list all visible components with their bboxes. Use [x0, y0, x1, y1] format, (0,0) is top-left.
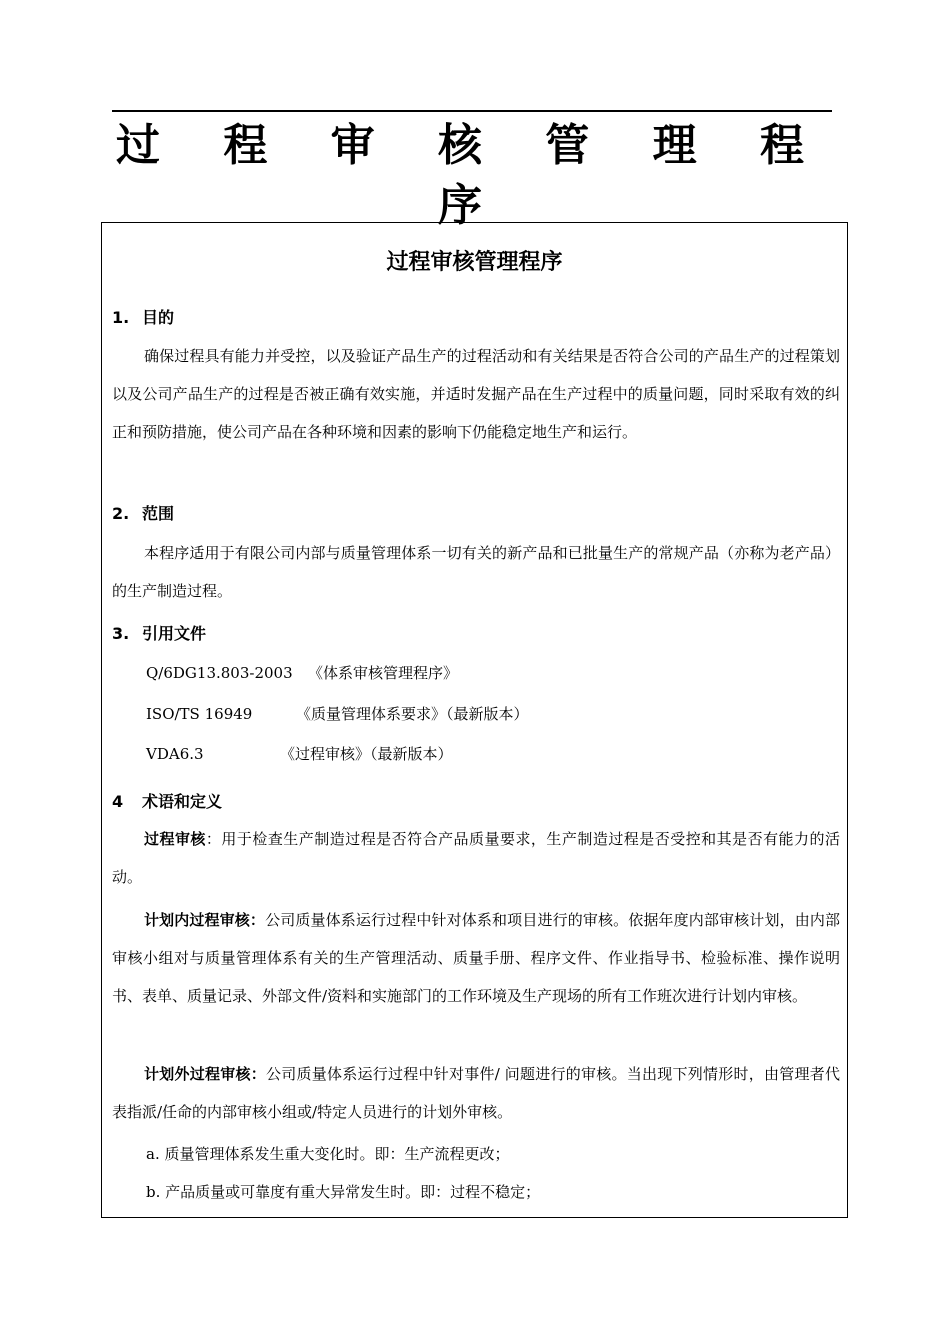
reference-item	[146, 704, 529, 724]
reference-title: 《体系审核管理程序》	[308, 664, 459, 682]
content-frame	[101, 222, 848, 1218]
term-label: 计划外过程审核：	[144, 1065, 266, 1083]
section-purpose-heading	[112, 305, 174, 328]
reference-title: 《过程审核》（最新版本）	[280, 745, 453, 763]
section-heading: 目的	[142, 308, 175, 327]
reference-code: ISO/TS 16949	[146, 705, 253, 723]
case-item-a: a. 质量管理体系发生重大变化时。即：生产流程更改；	[146, 1145, 510, 1163]
scope-text: 本程序适用于有限公司内部与质量管理体系一切有关的新产品和已批量生产的常规产品（亦称为老产品）的生产制造过程。	[112, 544, 840, 600]
section-number: 4	[112, 792, 124, 811]
case-item-b: b. 产品质量或可靠度有重大异常发生时。即：过程不稳定；	[146, 1183, 541, 1201]
term-unplanned-audit	[112, 1055, 840, 1131]
term-process-audit	[112, 820, 840, 896]
section-number: 3.	[112, 624, 130, 643]
term-definition: 公司质量体系运行过程中针对事件/ 问题进行的审核。当出现下列情形时，由管理者代表指派/任命的内部审核小组或/特定人员进行的计划外审核。	[112, 1065, 840, 1121]
inner-title: 过程审核管理程序	[386, 250, 563, 275]
term-definition: ：用于检查生产制造过程是否符合产品质量要求，生产制造过程是否受控和其是否有能力的活动。	[112, 830, 840, 886]
term-label: 过程审核	[144, 830, 206, 848]
section-heading: 范围	[142, 504, 175, 523]
header-rule	[112, 110, 832, 112]
section-terms-heading	[112, 789, 222, 812]
term-planned-audit	[112, 901, 840, 1015]
section-heading: 引用文件	[142, 624, 207, 643]
reference-code: VDA6.3	[146, 745, 204, 763]
reference-code: Q/6DG13.803-2003	[146, 664, 293, 682]
reference-item	[146, 744, 453, 764]
purpose-text: 确保过程具有能力并受控，以及验证产品生产的过程活动和有关结果是否符合公司的产品生产的过程策划以及公司产品生产的过程是否被正确有效实施，并适时发掘产品在生产过程中的质量问题，同时采取有效的纠正和预防措施，使公司产品在各种环境和因素的影响下仍能稳定地生产和运行。	[112, 347, 840, 441]
section-number: 1.	[112, 308, 130, 327]
section-number: 2.	[112, 504, 130, 523]
reference-item	[146, 663, 458, 683]
reference-title: 《质量管理体系要求》（最新版本）	[296, 705, 529, 723]
section-references-heading	[112, 621, 206, 644]
section-heading: 术语和定义	[142, 792, 223, 811]
section-scope-heading	[112, 501, 174, 524]
term-definition: 公司质量体系运行过程中针对体系和项目进行的审核。依据年度内部审核计划，由内部审核小组对与质量管理体系有关的生产管理活动、质量手册、程序文件、作业指导书、检验标准、操作说明书、表单、质量记录、外部文件/资料和实施部门的工作环境及生产现场的所有工作班次进行计划内审核。	[112, 911, 840, 1005]
document-title: 过 程 审 核 管 理 程 序	[116, 120, 828, 231]
term-label: 计划内过程审核：	[144, 911, 266, 929]
